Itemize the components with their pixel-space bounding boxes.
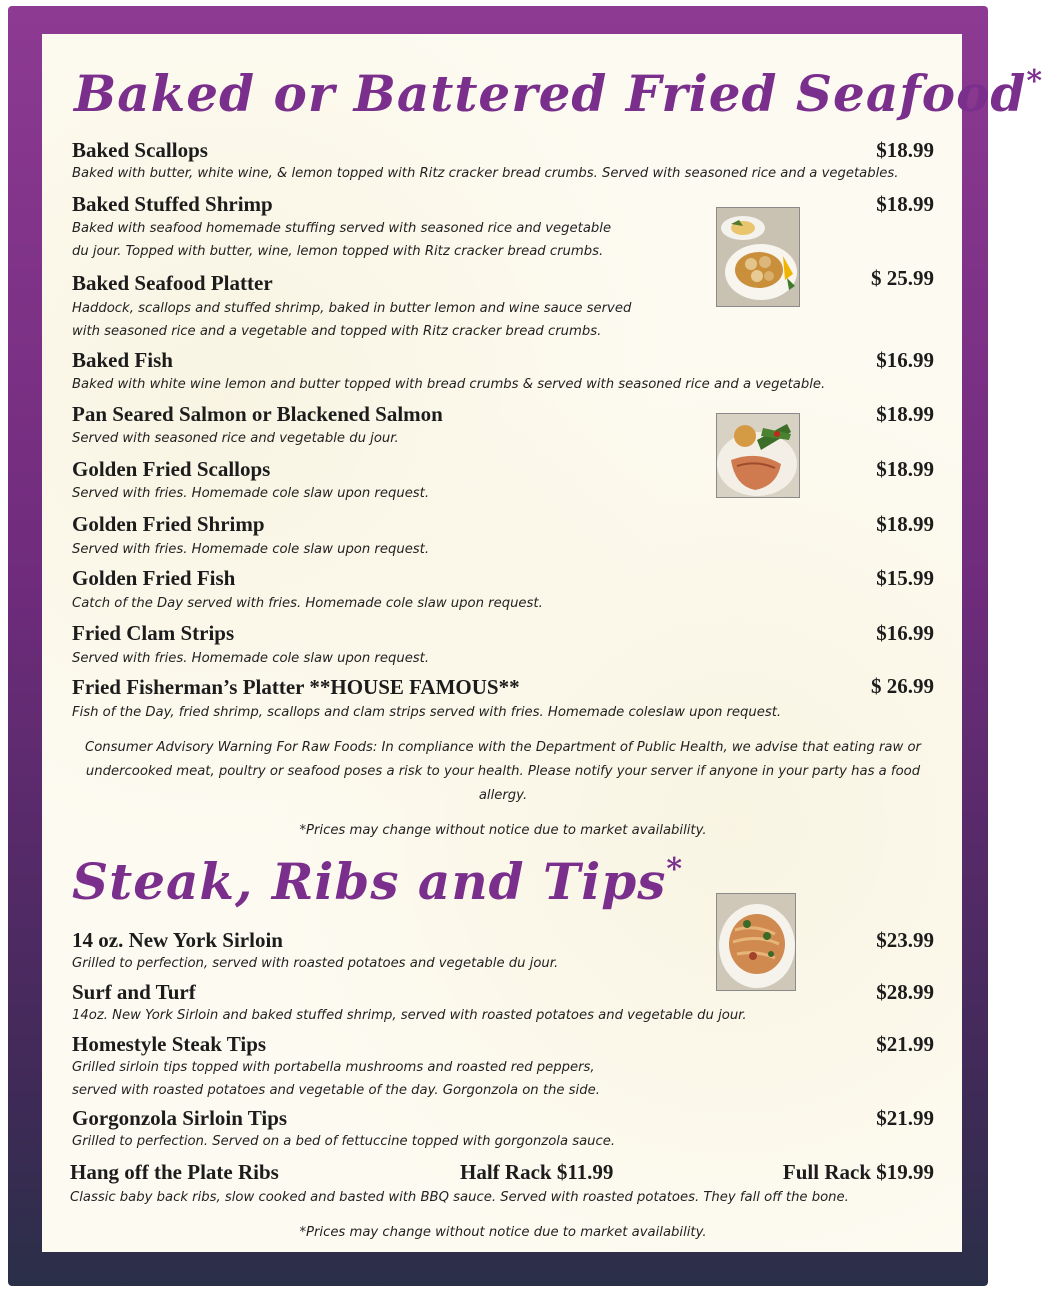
item-description: Grilled sirloin tips topped with portabella mushrooms and roasted red peppers, [72, 1060, 595, 1075]
item-price: $23.99 [876, 928, 934, 952]
half-rack-price: Half Rack $11.99 [460, 1160, 614, 1184]
item-description: Grilled to perfection, served with roasted potatoes and vegetable du jour. [72, 956, 559, 971]
food-photo [716, 413, 800, 498]
item-description: Served with fries. Homemade cole slaw upon request. [72, 542, 430, 557]
item-price: $18.99 [876, 192, 934, 216]
pasta-dish-photo [717, 894, 795, 990]
item-name: Surf and Turf [72, 980, 196, 1004]
item-description: Baked with butter, white wine, & lemon topped with Ritz cracker bread crumbs. Served with seasoned rice and a vegetables. [72, 166, 899, 181]
seafood-dish-photo [717, 208, 799, 306]
item-description: Served with fries. Homemade cole slaw upon request. [72, 651, 430, 666]
seafood-title-star: * [1026, 64, 1043, 99]
item-name: Homestyle Steak Tips [72, 1032, 267, 1056]
item-price: $18.99 [876, 138, 934, 162]
item-name: 14 oz. New York Sirloin [72, 928, 283, 952]
item-name: Fried Fisherman’s Platter **HOUSE FAMOUS** [72, 675, 520, 699]
item-description: Grilled to perfection. Served on a bed of fettuccine topped with gorgonzola sauce. [72, 1134, 616, 1149]
item-price: $ 26.99 [871, 674, 934, 698]
item-description: Haddock, scallops and stuffed shrimp, baked in butter lemon and wine sauce served [72, 301, 632, 316]
item-price: $18.99 [876, 402, 934, 426]
item-price: $16.99 [876, 621, 934, 645]
item-description: du jour. Topped with butter, wine, lemon topped with Ritz cracker bread crumbs. [72, 244, 604, 259]
item-description: Catch of the Day served with fries. Homemade cole slaw upon request. [72, 596, 543, 611]
item-name: Baked Stuffed Shrimp [72, 192, 273, 216]
item-description: Baked with white wine lemon and butter topped with bread crumbs & served with seasoned rice and a vegetable. [72, 377, 826, 392]
item-name: Fried Clam Strips [72, 621, 235, 645]
item-description: with seasoned rice and a vegetable and topped with Ritz cracker bread crumbs. [72, 324, 602, 339]
item-name: Golden Fried Fish [72, 566, 236, 590]
item-description: 14oz. New York Sirloin and baked stuffed shrimp, served with roasted potatoes and vegetable du jour. [72, 1008, 747, 1023]
item-price: $21.99 [876, 1032, 934, 1056]
item-description: Served with fries. Homemade cole slaw upon request. [72, 486, 430, 501]
steak-section-title [72, 852, 683, 911]
item-price: $16.99 [876, 348, 934, 372]
steak-title-text: Steak, Ribs and Tips [72, 852, 667, 911]
item-price: $21.99 [876, 1106, 934, 1130]
item-name: Baked Scallops [72, 138, 208, 162]
seafood-section-title [74, 64, 1043, 123]
price-disclaimer: *Prices may change without notice due to market availability. [299, 823, 707, 838]
item-name: Golden Fried Shrimp [72, 512, 265, 536]
item-price: $15.99 [876, 566, 934, 590]
steak-title-star: * [666, 852, 684, 887]
item-description: Baked with seafood homemade stuffing served with seasoned rice and vegetable [72, 221, 612, 236]
item-description: Fish of the Day, fried shrimp, scallops and clam strips served with fries. Homemade coleslaw upon request. [72, 705, 782, 720]
item-description: Classic baby back ribs, slow cooked and basted with BBQ sauce. Served with roasted potatoes. They fall off the bone. [70, 1190, 849, 1205]
item-description: served with roasted potatoes and vegetable of the day. Gorgonzola on the side. [72, 1083, 600, 1098]
food-photo [716, 207, 800, 307]
price-disclaimer: *Prices may change without notice due to market availability. [299, 1225, 707, 1240]
consumer-advisory: Consumer Advisory Warning For Raw Foods: In compliance with the Department of Public Health, we advise that eating raw or undercooked meat, poultry or seafood poses a risk to your health. Please notify your server if anyone in your party has a food allergy. [85, 740, 921, 803]
item-price: $ 25.99 [871, 266, 934, 290]
item-name: Hang off the Plate Ribs [70, 1160, 279, 1184]
item-name: Baked Fish [72, 348, 173, 372]
item-description: Served with seasoned rice and vegetable du jour. [72, 431, 399, 446]
food-photo [716, 893, 796, 991]
item-price: $28.99 [876, 980, 934, 1004]
item-name: Baked Seafood Platter [72, 271, 273, 295]
item-name: Pan Seared Salmon or Blackened Salmon [72, 402, 443, 426]
full-rack-price: Full Rack $19.99 [782, 1160, 934, 1184]
item-price: $18.99 [876, 512, 934, 536]
seafood-title-text: Baked or Battered Fried Seafood [74, 64, 1027, 123]
salmon-dish-photo [717, 414, 799, 497]
item-price: $18.99 [876, 457, 934, 481]
item-name: Golden Fried Scallops [72, 457, 271, 481]
item-name: Gorgonzola Sirloin Tips [72, 1106, 288, 1130]
